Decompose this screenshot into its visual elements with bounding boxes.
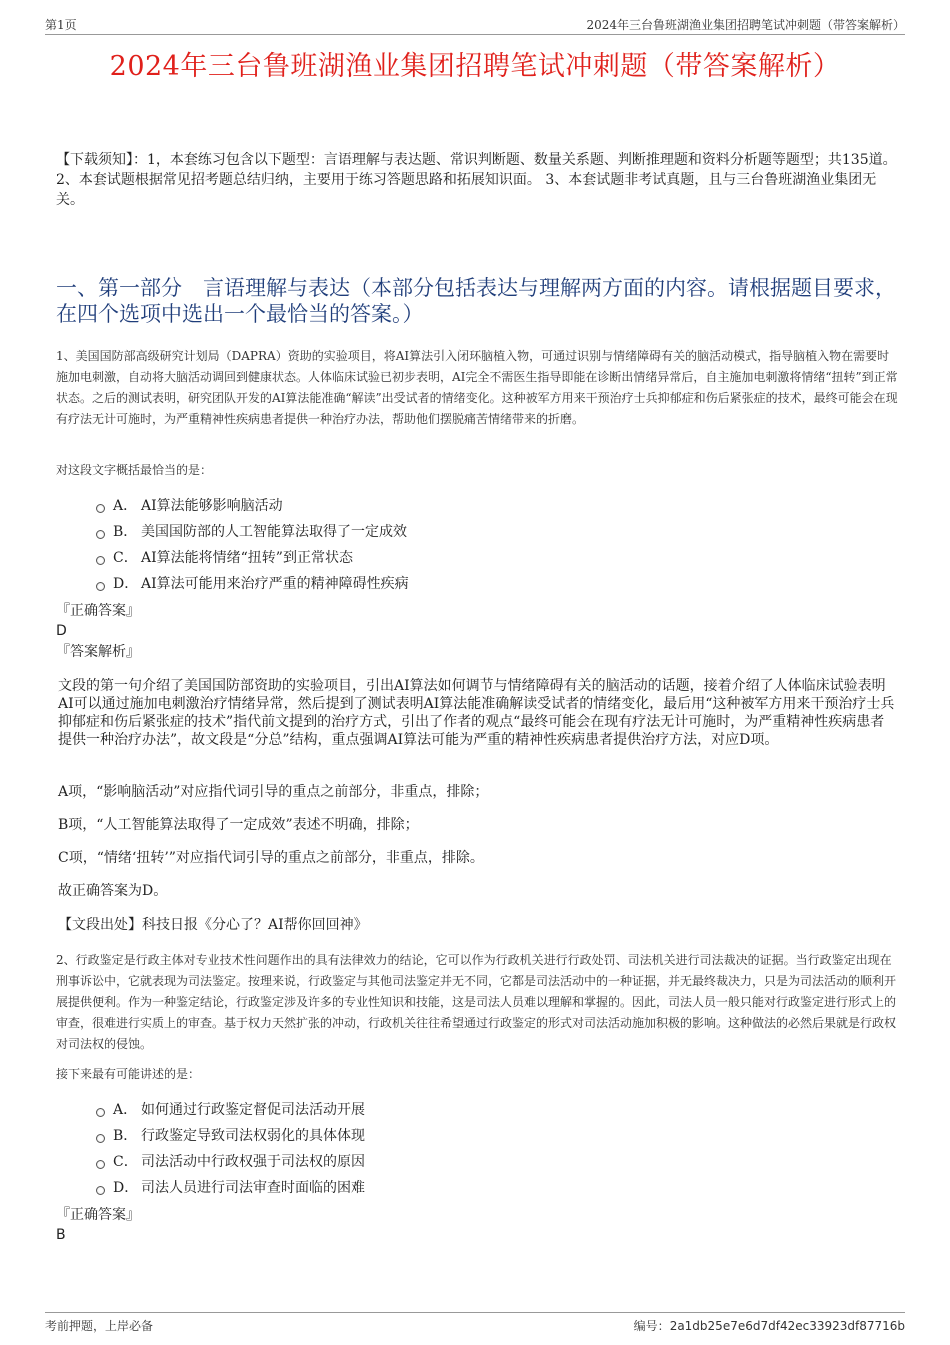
question-1-options — [96, 493, 856, 597]
analysis-point-b: B项，“人工智能算法取得了一定成效”表述不明确，排除； — [58, 817, 419, 833]
header-doc-name: 2024年三台鲁班湖渔业集团招聘笔试冲刺题（带答案解析） — [586, 18, 905, 32]
question-2-text: 2、行政鉴定是行政主体对专业技术性问题作出的具有法律效力的结论，它可以作为行政机关进行行政处罚、司法机关进行司法裁决的证据。当行政鉴定出现在刑事诉讼中，它就表现为司法鉴定。按理来说，行政鉴定与其他司法鉴定并无不同，它都是司法活动中的一种证据，并无最终裁决力，只是为司法活动的顺利开展提供便利。作为一种鉴定结论，行政鉴定涉及许多的专业性知识和技能，这是司法人员难以理解和掌握的。因此，司法人员一般只能对行政鉴定进行形式上的审查，很难进行实质上的审查。基于权力天然扩张的冲动，行政机关往往希望通过行政鉴定的形式对司法活动施加积极的影响。这种做法的必然后果就是行政权对司法权的侵蚀。 — [56, 953, 897, 1051]
question-2-options — [96, 1097, 856, 1201]
page-header — [45, 14, 905, 35]
analysis-conclusion: 故正确答案为D。 — [58, 883, 168, 899]
question-2-prompt: 接下来最有可能讲述的是： — [56, 1067, 201, 1081]
radio-icon[interactable] — [96, 504, 105, 513]
page-footer — [45, 1312, 905, 1335]
radio-icon[interactable] — [96, 1108, 105, 1117]
answer-value: B — [56, 1227, 66, 1243]
radio-icon[interactable] — [96, 1160, 105, 1169]
radio-icon[interactable] — [96, 1186, 105, 1195]
option-c[interactable]: C． AI算法能将情绪“扭转”到正常状态 — [96, 545, 856, 571]
analysis-point-a: A项，“影响脑活动”对应指代词引导的重点之前部分，非重点，排除； — [58, 784, 489, 800]
option-b[interactable]: B． 行政鉴定导致司法权弱化的具体体现 — [96, 1123, 856, 1149]
radio-icon[interactable] — [96, 530, 105, 539]
section-heading: 一、第一部分 言语理解与表达（本部分包括表达与理解两方面的内容。请根据题目要求，在四个选项中选出一个最恰当的答案。） — [56, 276, 896, 326]
option-a[interactable]: A． AI算法能够影响脑活动 — [96, 493, 856, 519]
radio-icon[interactable] — [96, 556, 105, 565]
analysis-point-c: C项，“情绪‘扭转’”对应指代词引导的重点之前部分，非重点，排除。 — [58, 850, 484, 866]
page-number: 第1页 — [45, 18, 77, 32]
option-c[interactable]: C． 司法活动中行政权强于司法权的原因 — [96, 1149, 856, 1175]
footer-code: 编号：2a1db25e7e6d7df42ec33923df87716b — [633, 1319, 905, 1333]
analysis-text: 文段的第一句介绍了美国国防部资助的实验项目，引出AI算法如何调节与情绪障碍有关的脑活动的话题，接着介绍了人体临床试验表明AI可以通过施加电刺激治疗情绪异常，然后提到了测试表明AI算法能准确解读受试者的情绪变化，最后用“这种被军方用来干预治疗士兵抑郁症和伤后紧张症的技术”指代前文提到的治疗方式，引出了作者的观点“最终可能会在现有疗法无计可施时，为严重精神性疾病患者提供一种治疗办法”，故文段是“分总”结构，重点强调AI算法可能为严重的精神性疾病患者提供治疗方法，对应D项。 — [58, 678, 895, 748]
radio-icon[interactable] — [96, 1134, 105, 1143]
question-1-text: 1、美国国防部高级研究计划局（DAPRA）资助的实验项目，将AI算法引入闭环脑植入物，可通过识别与情绪障碍有关的脑活动模式，指导脑植入物在需要时施加电刺激，自动将大脑活动调回到健康状态。人体临床试验已初步表明，AI完全不需医生指导即能在诊断出情绪异常后，自主施加电刺激将情绪“扭转”到正常状态。之后的测试表明，研究团队开发的AI算法能准确“解读”出受试者的情绪变化。这种被军方用来干预治疗士兵抑郁症和伤后紧张症的技术，最终可能会在现有疗法无计可施时，为严重精神性疾病患者提供一种治疗办法，帮助他们摆脱痛苦情绪带来的折磨。 — [56, 349, 898, 426]
radio-icon[interactable] — [96, 582, 105, 591]
question-1-prompt: 对这段文字概括最恰当的是： — [56, 463, 213, 477]
answer-label: 『正确答案』 — [56, 603, 140, 619]
answer-label: 『正确答案』 — [56, 1207, 140, 1223]
analysis-label: 『答案解析』 — [56, 644, 140, 660]
download-notice: 【下载须知】：1，本套练习包含以下题型：言语理解与表达题、常识判断题、数量关系题、判断推理题和资料分析题等题型；共135道。 2、本套试题根据常见招考题总结归纳，主要用于练习答题思路和拓展知识面。 3、本套试题非考试真题，且与三台鲁班湖渔业集团无关。 — [56, 152, 897, 208]
option-b[interactable]: B． 美国国防部的人工智能算法取得了一定成效 — [96, 519, 856, 545]
option-d[interactable]: D． AI算法可能用来治疗严重的精神障碍性疾病 — [96, 571, 856, 597]
answer-value: D — [56, 623, 67, 639]
footer-slogan: 考前押题，上岸必备 — [45, 1319, 154, 1333]
option-d[interactable]: D． 司法人员进行司法审查时面临的困难 — [96, 1175, 856, 1201]
document-title: 2024年三台鲁班湖渔业集团招聘笔试冲刺题（带答案解析） — [109, 51, 841, 82]
source-citation: 【文段出处】科技日报《分心了？AI帮你回回神》 — [58, 917, 368, 933]
option-a[interactable]: A． 如何通过行政鉴定督促司法活动开展 — [96, 1097, 856, 1123]
